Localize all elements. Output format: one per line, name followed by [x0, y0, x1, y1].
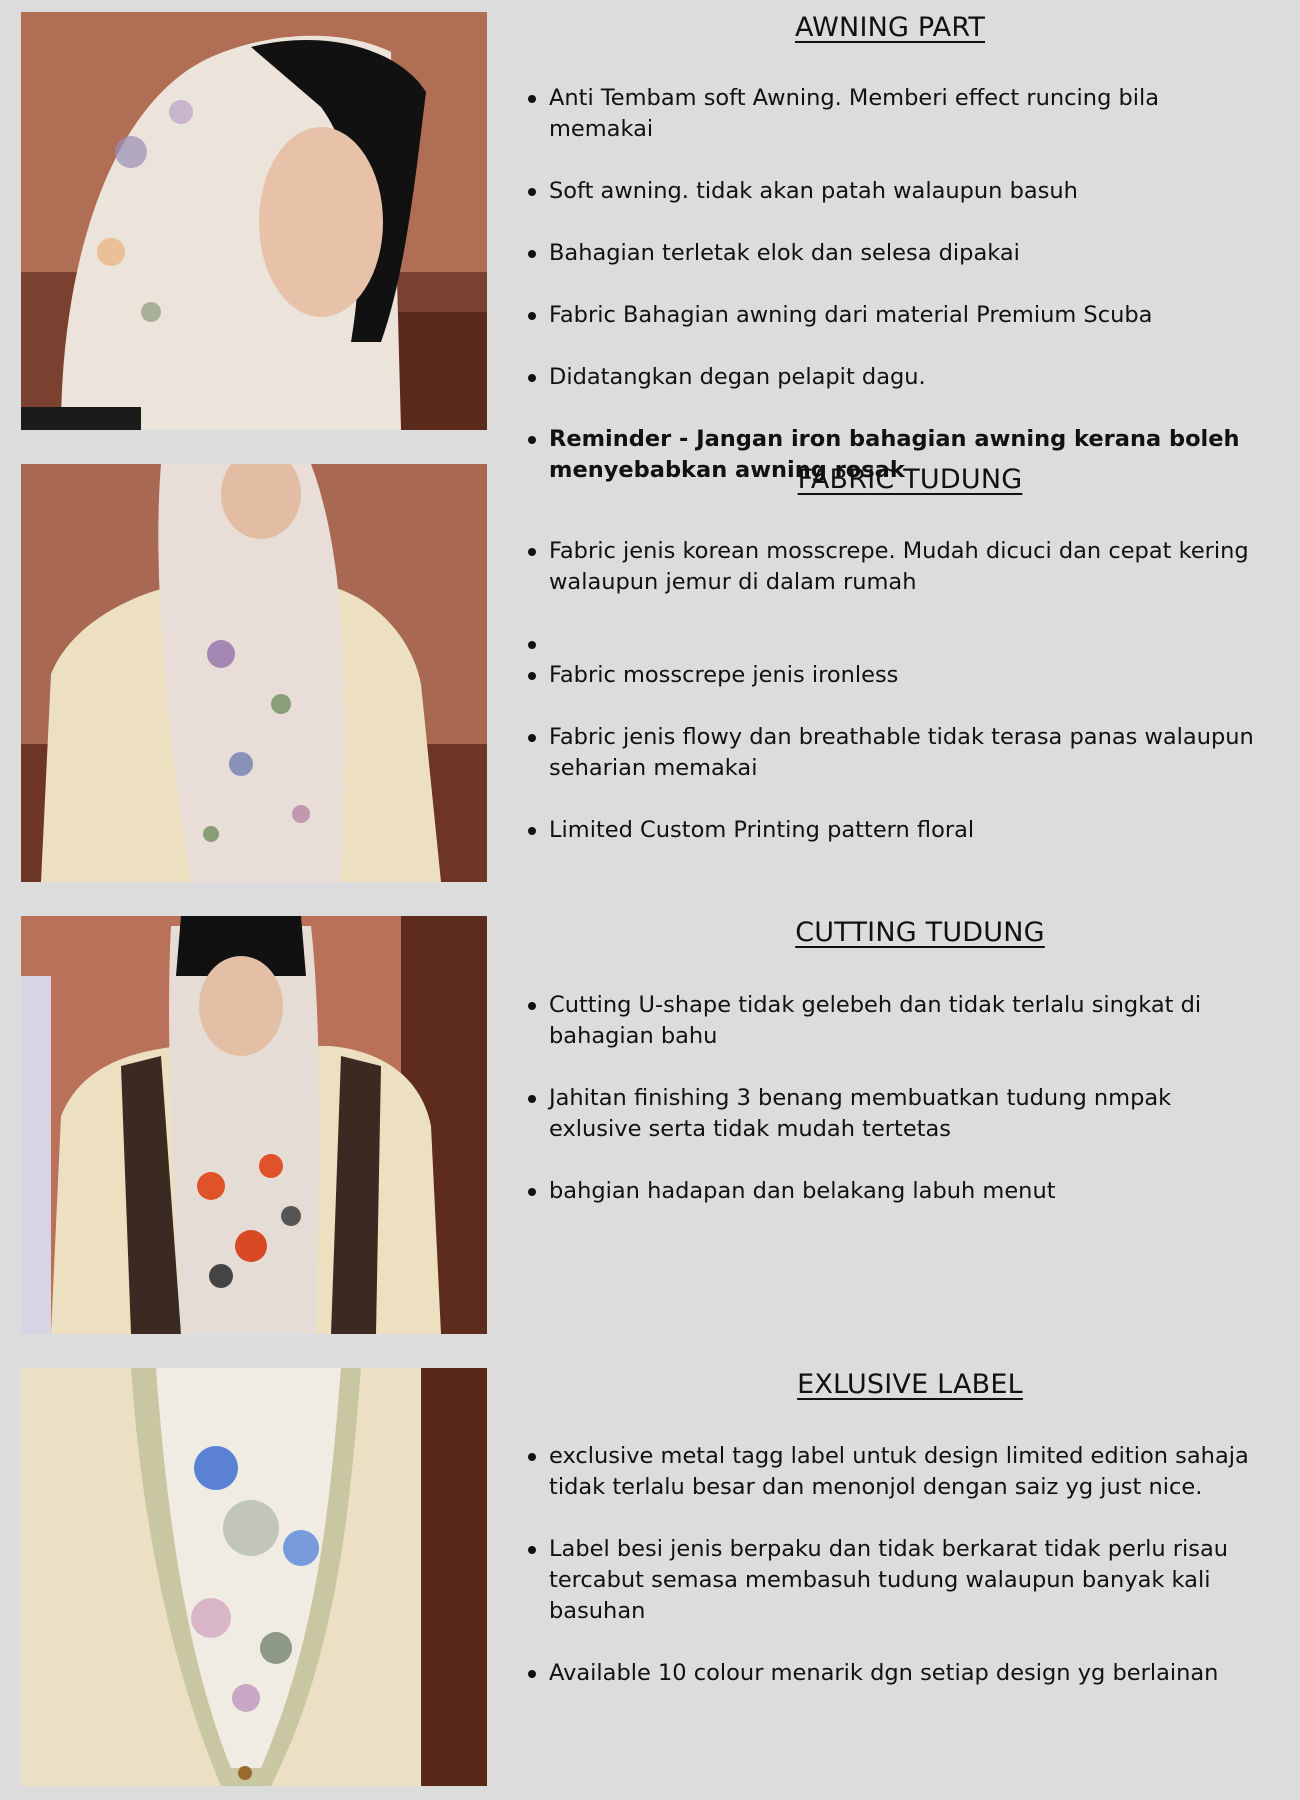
list-item: exclusive metal tagg label untuk design limited edition sahaja tidak terlalu besar dan menonjol dengan saiz yg just nice.: [528, 1441, 1268, 1503]
exclusive-label-photo: [21, 1368, 487, 1786]
list-item: Limited Custom Printing pattern floral: [528, 815, 1268, 846]
list-item: Jahitan finishing 3 benang membuatkan tudung nmpak exlusive serta tidak mudah tertetas: [528, 1083, 1268, 1145]
list-item: Didatangkan degan pelapit dagu.: [528, 362, 1268, 393]
awning-part-bullet-list: [528, 83, 1268, 517]
fabric-tudung-photo: [21, 464, 487, 882]
list-item: Cutting U-shape tidak gelebeh dan tidak terlalu singkat di bahagian bahu: [528, 990, 1268, 1052]
fabric-tudung-bullet-list: [528, 536, 1268, 877]
cutting-tudung-heading: CUTTING TUDUNG: [795, 917, 1045, 948]
list-item: Fabric jenis korean mosscrepe. Mudah dicuci dan cepat kering walaupun jemur di dalam rumah: [528, 536, 1268, 598]
exclusive-label-heading: EXLUSIVE LABEL: [797, 1369, 1023, 1400]
list-item: Bahagian terletak elok dan selesa dipakai: [528, 238, 1268, 269]
empty-list-item: [528, 629, 1268, 660]
list-item: Fabric jenis flowy dan breathable tidak terasa panas walaupun seharian memakai: [528, 722, 1268, 784]
cutting-tudung-bullet-list: [528, 990, 1268, 1238]
list-item: Anti Tembam soft Awning. Memberi effect runcing bila memakai: [528, 83, 1268, 145]
list-item: Available 10 colour menarik dgn setiap design yg berlainan: [528, 1658, 1268, 1689]
fabric-tudung-heading: FABRIC TUDUNG: [797, 464, 1023, 495]
reminder-item: Reminder - Jangan iron bahagian awning kerana boleh menyebabkan awning rosak: [528, 424, 1268, 486]
awning-part-photo: [21, 12, 487, 430]
list-item: Soft awning. tidak akan patah walaupun basuh: [528, 176, 1268, 207]
list-item: bahgian hadapan dan belakang labuh menut: [528, 1176, 1268, 1207]
list-item: Label besi jenis berpaku dan tidak berkarat tidak perlu risau tercabut semasa membasuh tudung walaupun banyak kali basuhan: [528, 1534, 1268, 1627]
cutting-tudung-photo: [21, 916, 487, 1334]
list-item: Fabric Bahagian awning dari material Premium Scuba: [528, 300, 1268, 331]
exclusive-label-bullet-list: [528, 1441, 1268, 1720]
awning-part-heading: AWNING PART: [794, 12, 986, 43]
list-item: Fabric mosscrepe jenis ironless: [528, 660, 1268, 691]
